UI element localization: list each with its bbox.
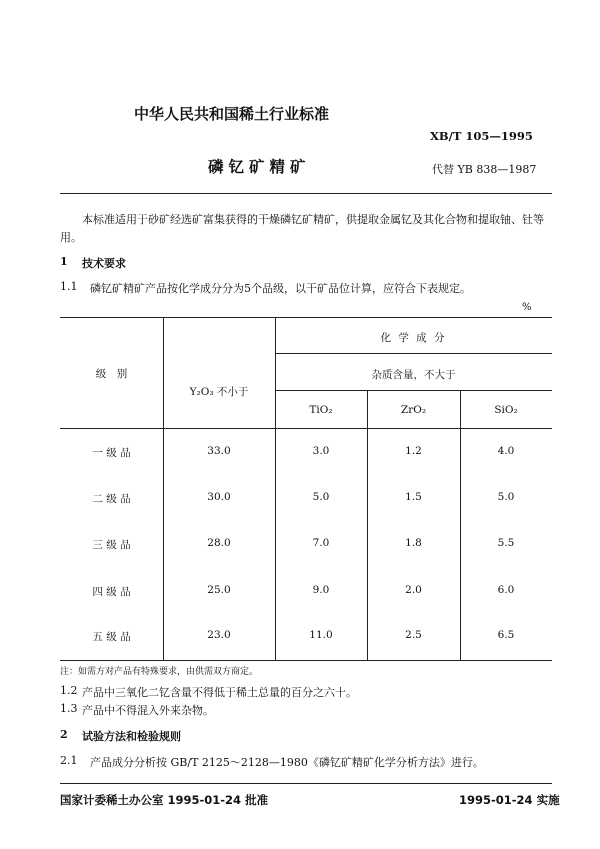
table-bottom-border bbox=[60, 660, 552, 661]
row-1-tio2: 3.0 bbox=[312, 445, 330, 457]
section-2-heading: 试验方法和检验规则 bbox=[82, 730, 181, 743]
approval-date: 国家计委稀土办公室 1995-01-24 批准 bbox=[60, 793, 269, 807]
header-divider bbox=[60, 193, 552, 194]
row-4-zro2: 2.0 bbox=[405, 584, 422, 596]
row-3-sio2: 5.5 bbox=[497, 537, 515, 549]
row-3-y2o3: 28.0 bbox=[207, 537, 231, 549]
row-5-tio2: 11.0 bbox=[309, 629, 333, 641]
table-line-chem bbox=[275, 353, 552, 354]
header-impurity: 杂质含量，不大于 bbox=[371, 369, 456, 381]
unit-label: % bbox=[522, 302, 532, 313]
row-2-sio2: 5.0 bbox=[497, 491, 515, 503]
row-1-zro2: 1.2 bbox=[405, 445, 422, 457]
header-zro2: ZrO₂ bbox=[400, 404, 427, 416]
table-note: 注：如需方对产品有特殊要求，由供需双方商定。 bbox=[60, 667, 259, 677]
row-2-grade: 二 级 品 bbox=[92, 493, 131, 505]
header-chemical-composition: 化 学 成 分 bbox=[380, 332, 447, 344]
header-y2o3: Y₂O₃ 不小于 bbox=[189, 386, 249, 398]
effective-date: 1995-01-24 实施 bbox=[459, 793, 560, 807]
row-1-grade: 一 级 品 bbox=[92, 447, 131, 459]
clause-1-1-text: 磷钇矿精矿产品按化学成分分为5个品级，以干矿品位计算，应符合下表规定。 bbox=[90, 282, 471, 295]
row-4-sio2: 6.0 bbox=[497, 584, 515, 596]
clause-1-2-text: 产品中三氧化二钇含量不得低于稀土总量的百分之六十。 bbox=[82, 686, 357, 699]
row-5-y2o3: 23.0 bbox=[207, 629, 231, 641]
org-title: 中华人民共和国稀土行业标准 bbox=[134, 105, 330, 123]
row-2-tio2: 5.0 bbox=[312, 491, 330, 503]
clause-1-3-text: 产品中不得混入外来杂物。 bbox=[82, 704, 214, 717]
document-title: 磷钇矿精矿 bbox=[208, 158, 311, 176]
row-2-zro2: 1.5 bbox=[405, 491, 422, 503]
clause-1-1-number: 1.1 bbox=[60, 280, 78, 293]
row-1-y2o3: 33.0 bbox=[207, 445, 231, 457]
intro-line-1: 本标准适用于砂矿经选矿富集获得的干燥磷钇矿精矿，供提取金属钇及其化合物和提取铀、钍等 bbox=[82, 213, 544, 226]
clause-1-2-number: 1.2 bbox=[60, 684, 78, 697]
section-1-number: 1 bbox=[60, 255, 68, 268]
row-4-y2o3: 25.0 bbox=[207, 584, 231, 596]
row-5-grade: 五 级 品 bbox=[92, 631, 131, 643]
row-3-grade: 三 级 品 bbox=[92, 539, 131, 551]
clause-2-1-text: 产品成分分析按 GB/T 2125～2128—1980《磷钇矿精矿化学分析方法》进行。 bbox=[90, 756, 484, 769]
table-col-line-3 bbox=[367, 390, 368, 660]
clause-2-1-number: 2.1 bbox=[60, 754, 78, 767]
header-tio2: TiO₂ bbox=[309, 404, 333, 416]
table-col-line-1 bbox=[163, 317, 164, 660]
clause-1-3-number: 1.3 bbox=[60, 702, 78, 715]
row-4-tio2: 9.0 bbox=[312, 584, 330, 596]
intro-line-2: 用。 bbox=[60, 231, 82, 244]
header-grade: 级 别 bbox=[95, 368, 128, 380]
section-1-heading: 技术要求 bbox=[82, 257, 126, 270]
row-5-sio2: 6.5 bbox=[497, 629, 515, 641]
table-top-border bbox=[60, 317, 552, 318]
header-sio2: SiO₂ bbox=[494, 404, 518, 416]
table-line-impurity bbox=[275, 390, 552, 391]
row-4-grade: 四 级 品 bbox=[92, 586, 131, 598]
table-header-bottom bbox=[60, 428, 552, 429]
row-3-zro2: 1.8 bbox=[405, 537, 422, 549]
row-1-sio2: 4.0 bbox=[497, 445, 515, 457]
row-5-zro2: 2.5 bbox=[405, 629, 422, 641]
row-3-tio2: 7.0 bbox=[312, 537, 330, 549]
row-2-y2o3: 30.0 bbox=[207, 491, 231, 503]
table-col-line-4 bbox=[460, 390, 461, 660]
section-2-number: 2 bbox=[60, 728, 68, 741]
replaces-standard: 代替 YB 838—1987 bbox=[432, 163, 537, 176]
footer-divider bbox=[60, 783, 552, 784]
standard-number: XB/T 105—1995 bbox=[430, 129, 533, 143]
